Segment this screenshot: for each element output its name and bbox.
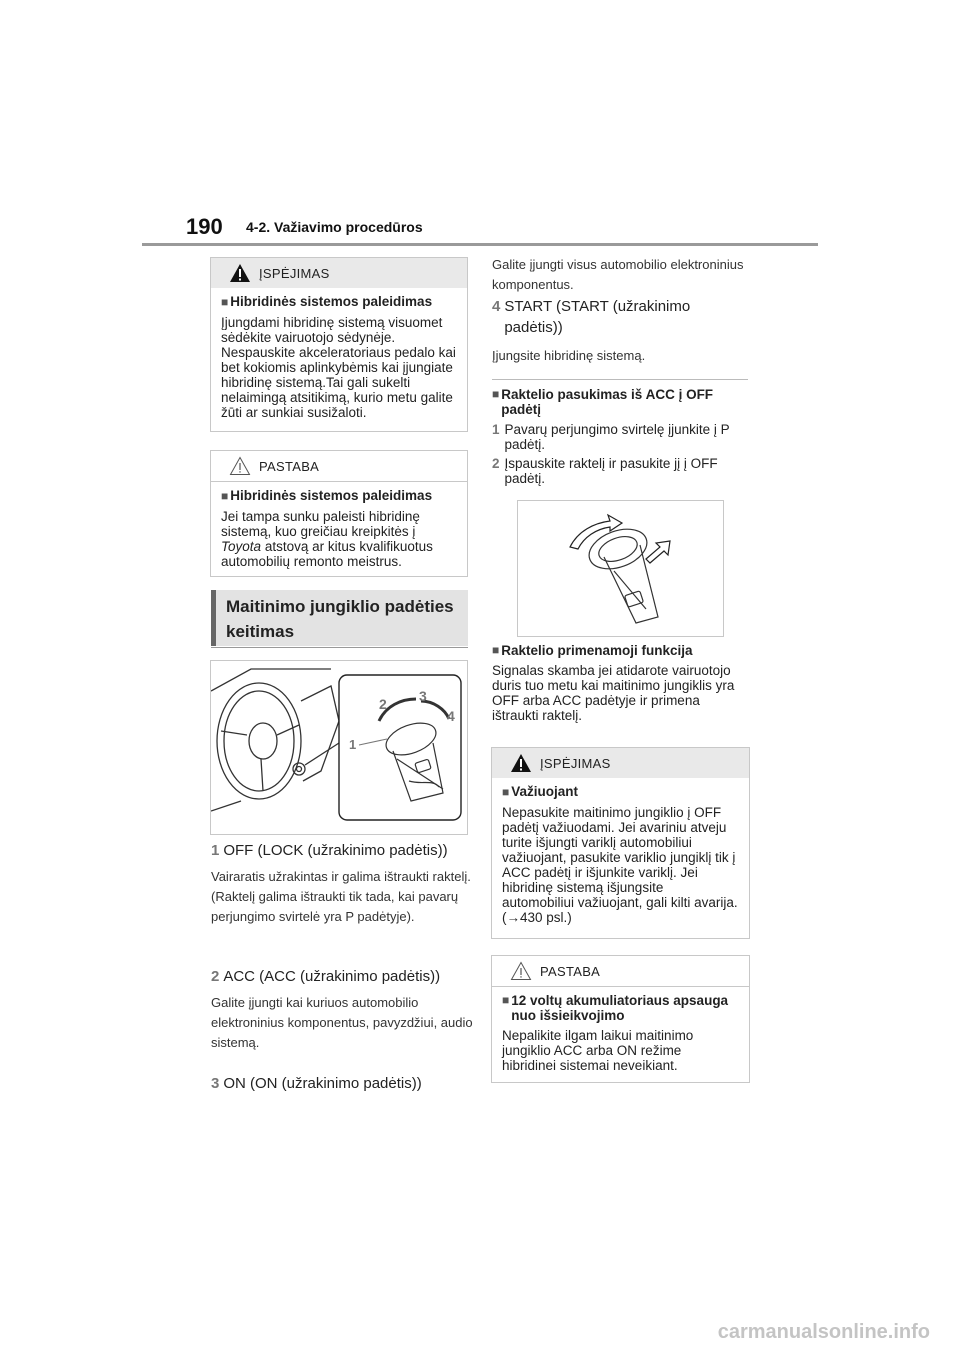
position-title: START (START (užrakinimo padėtis)) <box>504 298 691 336</box>
turning-section <box>492 387 750 486</box>
notice-box-start <box>210 450 468 577</box>
key-turn-illustration <box>518 501 723 636</box>
notice-subtitle: 12 voltų akumuliatoriaus apsauga nuo išsieikvojimo <box>511 993 729 1023</box>
warning-subtitle: Važiuojant <box>511 784 579 799</box>
warning-text: Įjungdami hibridinę sistemą visuomet sėdėkite vairuotojo sėdynėje. Nespauskite akceleratoriaus pedalo kai bet kokiomis aplinkybėmis kai įjungiate hibridinę sistemą.Tai gali sukelti nelaimingą atsitikimą, kurio metu galite žūti ar sunkiai susižaloti. <box>221 315 456 420</box>
notice-label: PASTABA <box>259 458 320 474</box>
key-turn-figure <box>517 500 724 637</box>
warning-box-start <box>210 257 468 432</box>
divider <box>492 379 748 380</box>
section-heading: Maitinimo jungiklio padėties keitimas <box>211 590 468 646</box>
position-number: 2 <box>211 968 220 985</box>
position-description: Vairaratis užrakintas ir galima ištraukti raktelį. (Raktelį galima ištraukti tik tada, kai pavarų perjungimo svirtelė yra P padėtyje). <box>211 869 471 924</box>
notice-text: Jei tampa sunku paleisti hibridinę sistemą, kuo greičiau kreipkitės į Toyota atstovą ar kitus kvalifikuotus automobilių remonto meistrus. <box>221 509 433 569</box>
brand-name: Toyota <box>221 539 262 554</box>
section-title: 4-2. Važiavimo procedūros <box>246 219 423 235</box>
square-bullet-icon: ■ <box>492 643 500 657</box>
warning-header <box>211 258 467 288</box>
position-title: OFF (LOCK (užrakinimo padėtis)) <box>223 842 448 859</box>
warning-triangle-icon <box>229 263 251 283</box>
position-1 <box>211 840 473 927</box>
position-4 <box>492 296 748 366</box>
notice-header <box>492 956 749 986</box>
square-bullet-icon: ■ <box>221 295 229 309</box>
notice-text: Nepalikite ilgam laikui maitinimo jungiklio ACC arba ON režime hibridinei sistemai neveikiant. <box>502 1028 694 1073</box>
position-title: ON (ON (užrakinimo padėtis)) <box>223 1075 422 1092</box>
ignition-illustration <box>211 661 467 834</box>
position-3 <box>211 1073 473 1094</box>
reminder-text: Signalas skamba jei atidarote vairuotojo duris tuo metu kai maitinimo jungiklis yra OFF arba ACC padėtyje ir primena ištraukti raktelį. <box>492 663 735 723</box>
figure-callout: 1 <box>349 737 357 752</box>
notice-subtitle: Hibridinės sistemos paleidimas <box>230 488 433 503</box>
position-2 <box>211 966 473 1053</box>
step-number: 1 <box>492 422 500 437</box>
caution-triangle-icon <box>229 456 251 476</box>
warning-label: ĮSPĖJIMAS <box>540 755 611 771</box>
watermark: carmanualsonline.info <box>717 1321 930 1343</box>
warning-box-driving <box>491 747 750 939</box>
step-text: Pavarų perjungimo svirtelę įjunkite į P padėtį. <box>504 422 730 452</box>
warning-triangle-icon <box>510 753 532 773</box>
figure-callout: 2 <box>379 696 387 712</box>
caution-triangle-icon <box>510 961 532 981</box>
position-title: ACC (ACC (užrakinimo padėtis)) <box>223 968 441 985</box>
position-description: Įjungsite hibridinę sistemą. <box>492 348 646 363</box>
warning-text: Nepasukite maitinimo jungiklio į OFF padėtį važiuodami. Jei avariniu atveju turite išjungti variklį automobiliui važiuojant, pasukite variklio jungiklį tik į ACC padėtį ir išjunkite variklį. Jei hibridinę sistemą išjungsite automobiliui važiuojant, gali kilti avarija. (→430 psl.) <box>502 805 738 925</box>
reminder-section <box>492 643 750 723</box>
square-bullet-icon: ■ <box>492 387 500 401</box>
notice-label: PASTABA <box>540 963 601 979</box>
notice-box-battery <box>491 955 750 1083</box>
page-number: 190 <box>186 214 223 239</box>
reminder-title: Raktelio primenamoji funkcija <box>501 643 693 658</box>
square-bullet-icon: ■ <box>502 993 510 1007</box>
notice-header <box>211 451 467 481</box>
square-bullet-icon: ■ <box>502 785 510 799</box>
header-rule <box>142 243 818 246</box>
figure-callout: 3 <box>419 688 427 704</box>
warning-subtitle: Hibridinės sistemos paleidimas <box>230 294 433 309</box>
position-number: 1 <box>211 842 220 859</box>
position-number: 3 <box>211 1075 220 1092</box>
position-description: Galite įjungti visus automobilio elektroninius komponentus. <box>492 257 744 292</box>
turning-title: Raktelio pasukimas iš ACC į OFF padėtį <box>501 387 714 417</box>
ignition-figure <box>210 660 468 835</box>
figure-callout: 4 <box>447 708 455 724</box>
position-number: 4 <box>492 298 501 315</box>
square-bullet-icon: ■ <box>221 489 229 503</box>
position-description: Galite įjungti kai kuriuos automobilio elektroninius komponentus, pavyzdžiui, audio sistemą. <box>211 995 473 1050</box>
step-number: 2 <box>492 456 500 471</box>
warning-header <box>492 748 749 778</box>
warning-label: ĮSPĖJIMAS <box>259 265 330 281</box>
step-text: Įspauskite raktelį ir pasukite jį į OFF padėtį. <box>504 456 718 486</box>
section-heading-rule <box>211 647 468 648</box>
